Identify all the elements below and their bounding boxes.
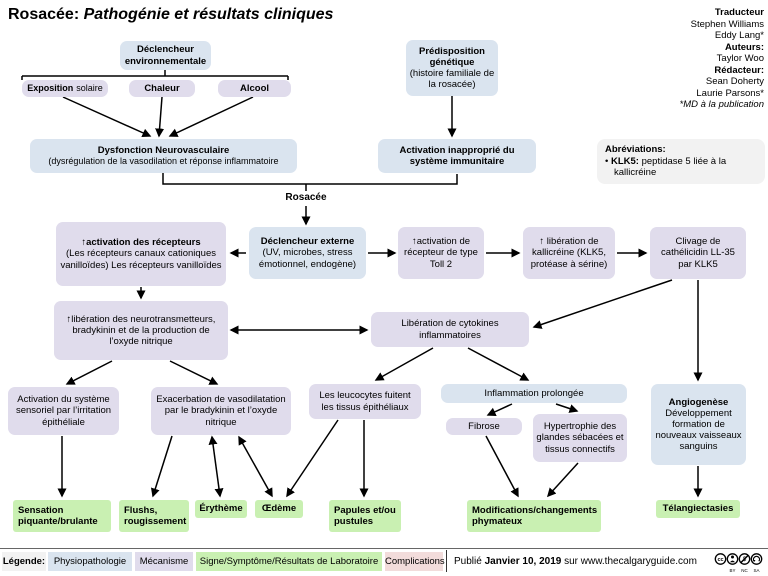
box-environmental-trigger: Déclencheur environnementale <box>120 41 211 70</box>
box-receptor-activation: ↑activation des récepteurs (Les récepteurs canaux cationiques vanilloïdes) Les récepteurs vanilloïdes <box>56 222 226 286</box>
box-stinging-burning: Sensation piquante/brulante <box>13 500 111 532</box>
credit-line: Laurie Parsons* <box>696 87 764 99</box>
sa-icon <box>751 554 761 573</box>
abbreviation-item: • KLK5: peptidase 5 liée à la kallicréine <box>605 155 727 178</box>
credit-line: Sean Doherty <box>705 76 764 87</box>
box-alcohol: Alcool <box>218 80 291 97</box>
box-sensory-activation: Activation du système sensoriel par l’irritation épithéliale <box>8 387 119 435</box>
box-leukocyte-leak: Les leucocytes fuitent les tissus épithéliaux <box>309 384 421 419</box>
box-kallikrein-release: ↑ libération de kallicréine (KLK5, protéase à sérine) <box>523 227 615 279</box>
box-neurotransmitter-release: ↑libération des neurotransmetteurs, bradykinin et de la production de l’oxyde nitrique <box>54 301 228 360</box>
legend-item-complications: Complications <box>385 552 443 571</box>
box-phymatous-changes: Modifications/changements phymateux <box>467 500 601 532</box>
box-telangiectasia: Télangiectasies <box>656 500 740 518</box>
box-prolonged-inflammation: Inflammation prolongée <box>441 384 627 403</box>
box-cytokine-release: Libération de cytokines inflammatoires <box>371 312 529 347</box>
cc-icon <box>715 554 725 564</box>
credit-line: Taylor Woo <box>716 53 764 64</box>
box-heat: Chaleur <box>129 80 195 97</box>
legend-item-mechanism: Mécanisme <box>135 552 193 571</box>
box-toll2-activation: ↑activation de récepteur de type Toll 2 <box>398 227 484 279</box>
cc-license-icons <box>714 551 764 573</box>
svg-text:BY: BY <box>729 568 736 573</box>
box-fibrosis: Fibrose <box>446 418 522 435</box>
credit-line: Traducteur <box>714 7 764 18</box>
credit-line: *MD à la publication <box>679 99 764 110</box>
svg-text:NC: NC <box>741 568 748 573</box>
box-gland-hypertrophy: Hypertrophie des glandes sébacées et tissus connectifs <box>533 414 627 462</box>
legend-separator <box>446 550 447 572</box>
publication-note: Publié Janvier 10, 2019 sur www.thecalgaryguide.com <box>454 556 697 567</box>
box-immune-activation: Activation inapproprié du système immunitaire <box>378 139 536 173</box>
svg-text:SA: SA <box>753 568 760 573</box>
credit-line: Rédacteur: <box>714 64 764 76</box>
credits-block <box>604 7 764 111</box>
credit-line: Stephen Williams <box>690 18 764 30</box>
credit-line: Eddy Lang* <box>714 30 764 41</box>
box-flushing: Flushs, rougissement <box>119 500 189 532</box>
abbreviations-title: Abréviations: <box>605 144 666 155</box>
rosacea-label: Rosacée <box>285 192 327 203</box>
title-subtitle: Pathogénie et résultats cliniques <box>83 6 334 23</box>
box-edema: Œdème <box>255 500 303 518</box>
box-papules-pustules: Papules et/ou pustules <box>329 500 401 532</box>
box-vasodilation-exacerbation: Exacerbation de vasodilatation par le bradykinin et l’oxyde nitrique <box>151 387 291 435</box>
nc-icon <box>739 554 749 573</box>
abbreviations-note <box>597 139 765 184</box>
legend-label: Légende: <box>2 552 46 571</box>
box-genetic-predisposition: Prédisposition génétique (histoire familiale de la rosacée) <box>406 40 498 96</box>
credit-line: Auteurs: <box>724 41 764 53</box>
legend-bar <box>0 548 768 576</box>
by-person-icon <box>727 554 737 573</box>
svg-text:cc: cc <box>717 557 724 563</box>
box-external-trigger: Déclencheur externe (UV, microbes, stress émotionnel, endogène) <box>249 227 366 279</box>
legend-item-sign-symptom: Signe/Symptôme/Résultats de Laboratoire <box>196 552 382 571</box>
box-angiogenesis: Angiogenèse Développement formation de nouveaux vaisseaux sanguins <box>651 384 746 465</box>
title-prefix: Rosacée: <box>8 6 80 23</box>
box-sun-exposure: Exposition solaire <box>22 80 108 97</box>
box-erythema: Érythème <box>195 500 247 518</box>
page-title <box>8 6 333 24</box>
legend-item-pathophysiology: Physiopathologie <box>48 552 132 571</box>
svg-text:$: $ <box>742 557 747 564</box>
box-cathelicidin-cleavage: Clivage de cathélicidin LL-35 par KLK5 <box>650 227 746 279</box>
box-neurovascular-dysfunction: Dysfonction Neurovasculaire (dysrégulation de la vasodilation et réponse inflammatoire <box>30 139 297 173</box>
